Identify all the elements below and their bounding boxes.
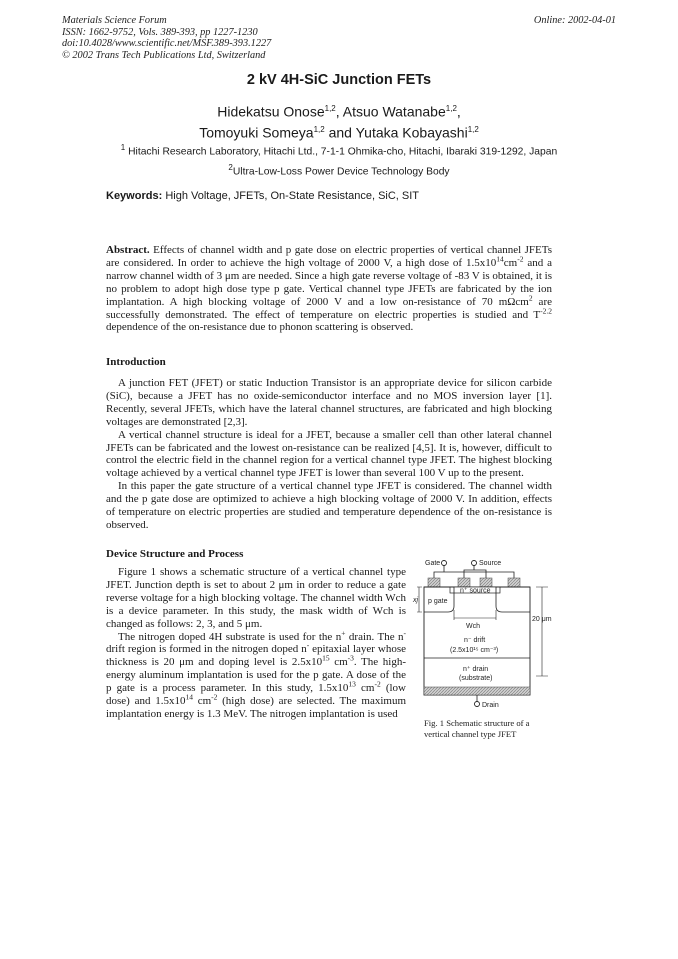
keywords: [106, 190, 419, 202]
affiliation-list: [0, 140, 678, 181]
section-heading-device: Device Structure and Process: [106, 548, 244, 560]
drain-contact: [424, 687, 530, 695]
paragraph: A junction FET (JFET) or static Induction Transistor is an appropriate device for silicon carbide (SiC), because a JFET has no oxide-semiconductor interface and no MOS inversion layer [1]. Recently, several JFETs, which have the lateral channel structures, are fabricated and high blocking voltages are demonstrated [2,3].: [106, 377, 552, 428]
gate-contact-left: [428, 578, 440, 587]
paragraph: Figure 1 shows a schematic structure of a vertical channel type JFET. Junction depth is set to about 2 μm in order to reduce a gate reverse voltage for a high blocking voltage. The channel width Wch is a device parameter. In this study, the mask width of Wch is changed as follows: 2, 3, and 5 μm.: [106, 566, 406, 630]
author-name: Atsuo Watanabe: [342, 103, 446, 120]
gate-terminal-icon: [442, 561, 447, 566]
drain-label: Drain: [482, 702, 499, 709]
drift-label: n⁻ drift: [464, 637, 486, 644]
xj-label: xj: [413, 597, 419, 604]
n-source-label: n⁺ source: [460, 587, 491, 595]
author-list: Hidekatsu Onose$^{1,2}$, Atsuo Watanabe$^{1,2}$, Tomoyuki Someya$^{1,2}$ and Yutaka Kobayashi$^{1,2}$: [199, 103, 479, 141]
journal-name: Materials Science Forum: [62, 15, 167, 26]
journal-header: [62, 15, 271, 61]
drain-layer-label: n⁺ drain: [463, 666, 489, 673]
issn-line: ISSN: 1662-9752, Vols. 389-393, pp 1227-1230: [62, 26, 258, 38]
paragraph: In this paper the gate structure of a vertical channel type JFET is considered. The channel width and the p gate dose are optimized to achieve a high blocking voltage of 2000 V. In addition, effects of temperature on electric properties are studied and temperature dependence of the on-resistance is observed.: [106, 480, 552, 531]
source-contact-right: [480, 578, 492, 587]
author-name: Yutaka Kobayashi: [355, 124, 468, 141]
device-body: [106, 566, 406, 721]
keywords-label: Keywords:: [106, 190, 163, 202]
author-name: Tomoyuki Someya: [199, 124, 314, 141]
copyright-line: © 2002 Trans Tech Publications Ltd, Switzerland: [62, 49, 266, 61]
affiliation-2: $^2$Ultra-Low-Loss Power Device Technology Body: [228, 163, 450, 178]
gate-contact-right: [508, 578, 520, 587]
doi-link[interactable]: doi:10.4028/www.scientific.net/MSF.389-393.1227: [62, 38, 272, 50]
introduction-body: [106, 377, 552, 532]
abstract-label: Abstract.: [106, 244, 150, 256]
author-name: Hidekatsu Onose: [217, 103, 325, 120]
source-contact-left: [458, 578, 470, 587]
author-affil-sup: 1,2: [467, 124, 479, 134]
paragraph: A vertical channel structure is ideal for a JFET, because a smaller cell than other lateral channel JFETs can be fabricated and the lowest on-resistance can be realized [4,5]. It is, however, difficult to control the electric field in the channel region for a vertical channel type JFET. The highest blocking voltage achieved by a vertical channel type JFET is lower than several 100 V up to the present.: [106, 428, 552, 480]
author-affil-sup: 1,2: [324, 104, 336, 113]
figure-1-caption: Fig. 1 Schematic structure of a vertical channel type JFET: [424, 718, 530, 739]
wch-label: Wch: [466, 623, 480, 630]
paragraph: The nitrogen doped 4H substrate is used for the n+ drain. The n- drift region is formed in the nitrogen doped n- epitaxial layer whose thickness is 20 μm and doping level is $2.5x10^{15}$ $cm^{-3}$. The high-energy aluminum implantation is used for the p gate. A dose of the p gate is a process parameter. In this study, $1.5x10^{13}$ $cm^{-2}$ (low dose) and $1.5x10^{14}$ $cm^{-2}$ (high dose) are selected. The maximum implantation energy is 1.3 MeV. The nitrogen implantation is used: [106, 627, 407, 720]
figure-1-schematic: [414, 552, 564, 714]
author-conjunction: and: [328, 124, 352, 141]
drift-doping-label: (2.5x10¹⁵ cm⁻³): [450, 647, 499, 654]
source-terminal-icon: [472, 561, 477, 566]
p-gate-label: p gate: [428, 598, 448, 605]
author-affil-sup: 1,2: [313, 124, 325, 134]
thickness-label: 20 μm: [532, 616, 552, 623]
abstract: Abstract. Effects of channel width and p gate dose on electric properties of vertical channel JFETs are considered. In order to achieve the high voltage of 2000 V, a high dose of $1.5x10^{14}cm^{-2}$ and a narrow channel width of 3 μm are needed. Since a high gate reverse voltage of -83 V is obtained, it is no problem to adopt high dose type p gate. Vertical channel type JFETs are fabricated by the ion implantation. A high blocking voltage of 2000 V and a low on-resistance of 70 mΩcm$^2$ are successfully demonstrated. The effect of temperature on electric properties is studied and $T^{-2.2}$ dependence of the on-resistance due to phonon scattering is observed.: [106, 244, 553, 334]
author-affil-sup: 1,2: [445, 104, 457, 113]
affiliation-1: $^1$ Hitachi Research Laboratory, Hitachi Ltd., 7-1-1 Ohmika-cho, Hitachi, Ibaraki 319-1292, Japan: [120, 143, 558, 158]
online-date: Online: 2002-04-01: [533, 15, 616, 26]
paper-title: 2 kV 4H-SiC Junction FETs: [246, 72, 432, 88]
gate-label: Gate: [425, 560, 441, 567]
source-label: Source: [479, 560, 502, 567]
substrate-label: (substrate): [459, 675, 493, 682]
drain-terminal-icon: [475, 702, 480, 707]
keywords-text: High Voltage, JFETs, On-State Resistance, SiC, SIT: [165, 190, 420, 202]
section-heading-introduction: Introduction: [106, 356, 166, 368]
